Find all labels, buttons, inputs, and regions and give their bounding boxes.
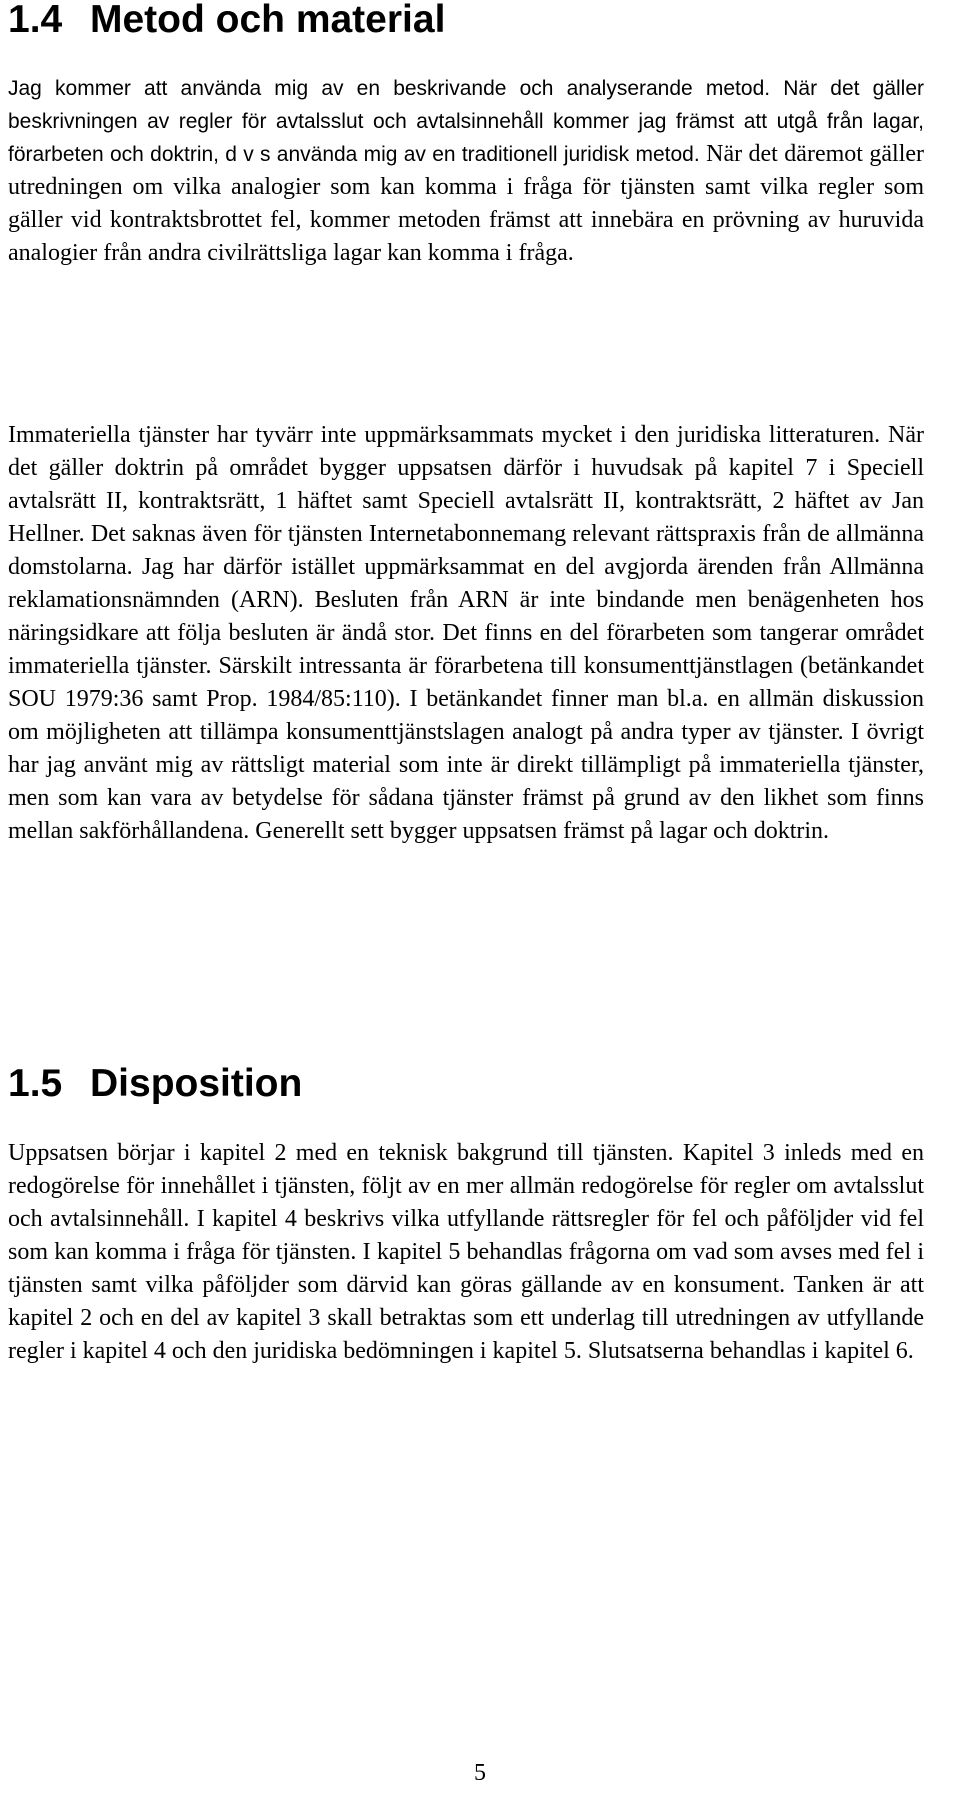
paragraph-text-serif: När det däremot gäller utredningen om vilka analogier som kan komma i fråga för tjänsten samt vilka regler som gäller vid kontraktsbrottet fel, kommer metoden främst att innebära en prövning av huruvida analogier från andra civilrättsliga lagar kan komma i fråga.	[8, 141, 924, 266]
body-paragraph: Uppsatsen börjar i kapitel 2 med en teknisk bakgrund till tjänsten. Kapitel 3 inleds med en redogörelse för innehållet i tjänsten, följt av en mer allmän redogörelse för regler om avtalsslut och avtalsinnehåll. I kapitel 4 beskrivs vilka utfyllande rättsregler för fel och påföljder vid fel som kan komma i fråga för tjänsten. I kapitel 5 behandlas frågorna om vad som avses med fel i tjänsten samt vilka påföljder som därvid kan göras gällande av en konsument. Tanken är att kapitel 2 och en del av kapitel 3 skall betraktas som ett underlag till utredningen av utfyllande regler i kapitel 4 och den juridiska bedömningen i kapitel 5. Slutsatserna behandlas i kapitel 6.	[8, 1140, 924, 1364]
section-number: 1.4	[8, 0, 63, 41]
section-number: 1.5	[8, 1062, 63, 1105]
section-title: Metod och material	[90, 0, 446, 41]
page-number: 5	[474, 1760, 486, 1786]
body-paragraph: Immateriella tjänster har tyvärr inte uppmärksammats mycket i den juridiska litteraturen. När det gäller doktrin på området bygger uppsatsen därför i huvudsak på kapitel 7 i Speciell avtalsrätt II, kontraktsrätt, 1 häftet samt Speciell avtalsrätt II, kontraktsrätt, 2 häftet av Jan Hellner. Det saknas även för tjänsten Internetabonnemang relevant rättspraxis från de allmänna domstolarna. Jag har därför istället uppmärksammat en del avgjorda ärenden från Allmänna reklamationsnämnden (ARN). Besluten från ARN är inte bindande men benägenheten hos näringsidkare att följa besluten är ändå stor. Det finns en del förarbeten som tangerar området immateriella tjänster. Särskilt intressanta är förarbetena till konsumenttjänstlagen (betänkandet SOU 1979:36 samt Prop. 1984/85:110). I betänkandet finner man bl.a. en allmän diskussion om möjligheten att tillämpa konsumenttjänstslagen analogt på andra typer av tjänster. I övrigt har jag använt mig av rättsligt material som inte är direkt tillämpligt på immateriella tjänster, men som kan vara av betydelse för sådana tjänster främst på grund av den likhet som finns mellan sakförhållandena. Generellt sett bygger uppsatsen främst på lagar och doktrin.	[8, 422, 924, 844]
section-heading-disposition	[8, 1064, 302, 1103]
section-heading-metod-och-material	[8, 0, 445, 39]
body-paragraph	[8, 72, 924, 270]
section-title: Disposition	[90, 1062, 303, 1105]
paragraph-text-sans: Jag kommer att använda mig av en beskrivande och analyserande metod. När det gäller beskrivningen av regler för avtalsslut och avtalsinnehåll kommer jag främst att utgå från lagar, förarbeten och doktrin, d v s använda mig av en traditionell juridisk metod.	[8, 77, 924, 166]
